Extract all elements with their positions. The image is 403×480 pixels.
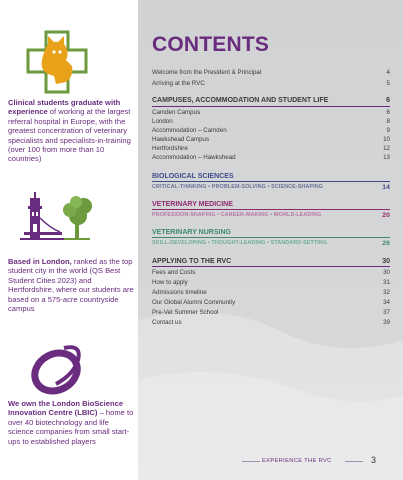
section-campuses-heading: CAMPUSES, ACCOMMODATION AND STUDENT LIFE xyxy=(152,97,329,104)
toc-label: Hertfordshire xyxy=(152,145,188,152)
toc-row[interactable] xyxy=(152,289,390,296)
fact-lbic-bold: We own the London BioScience Innovation Centre (LBIC) xyxy=(8,399,124,418)
section-rule xyxy=(152,237,390,238)
toc-label: Welcome from the President & Principal xyxy=(152,69,262,76)
section-applying-page: 30 xyxy=(382,258,390,265)
section-rule xyxy=(152,106,390,107)
toc-row[interactable] xyxy=(152,127,390,134)
toc-label: How to apply xyxy=(152,279,188,286)
section-vetnurse-tagline: SKILL-DEVELOPING • THOUGHT-LEADING • STANDARD-SETTING xyxy=(152,240,328,246)
section-applying-heading: APPLYING TO THE RVC xyxy=(152,258,232,265)
fact-london-bold: Based in London, xyxy=(8,257,72,266)
toc-row[interactable] xyxy=(152,69,390,76)
section-rule xyxy=(152,209,390,210)
toc-page: 10 xyxy=(383,136,390,143)
section-bio-sub[interactable] xyxy=(152,184,390,191)
footer-text: EXPERIENCE THE RVC xyxy=(262,458,332,464)
toc-label: Our Global Alumni Community xyxy=(152,299,236,306)
section-vetmed-heading: VETERINARY MEDICINE xyxy=(152,201,233,208)
toc-label: Fees and Costs xyxy=(152,269,196,276)
toc-row[interactable] xyxy=(152,299,390,306)
toc-page: 37 xyxy=(383,309,390,316)
section-bio-heading: BIOLOGICAL SCIENCES xyxy=(152,173,234,180)
toc-label: London xyxy=(152,118,173,125)
toc-page: 34 xyxy=(383,299,390,306)
toc-page: 9 xyxy=(386,127,390,134)
toc-row[interactable] xyxy=(152,309,390,316)
toc-page: 12 xyxy=(383,145,390,152)
toc-row[interactable] xyxy=(152,109,390,116)
left-column xyxy=(0,0,138,480)
fact-london xyxy=(8,257,136,313)
toc-page: 8 xyxy=(386,118,390,125)
section-applying[interactable] xyxy=(152,258,390,265)
section-vetnurse-sub[interactable] xyxy=(152,240,390,247)
toc-row[interactable] xyxy=(152,136,390,143)
fact-lbic xyxy=(8,399,136,446)
fact-clinical-text: of working at the largest referral hospital in Europe, with the greatest concentration of veterinary specialists and specialists-in-training (over 100 from more than 10 countries) xyxy=(8,107,131,164)
fact-clinical-bold: Clinical students graduate with experience xyxy=(8,98,121,117)
section-campuses[interactable] xyxy=(152,97,390,104)
toc-page: 4 xyxy=(386,69,390,76)
toc-row[interactable] xyxy=(152,269,390,276)
section-rule xyxy=(152,266,390,267)
toc-page: 31 xyxy=(383,279,390,286)
section-bio[interactable] xyxy=(152,173,390,180)
toc-label: Arriving at the RVC xyxy=(152,80,205,87)
toc-page: 30 xyxy=(383,269,390,276)
toc-row[interactable] xyxy=(152,145,390,152)
toc-label: Hawkshead Campus xyxy=(152,136,210,143)
toc-label: Camden Campus xyxy=(152,109,201,116)
section-campuses-page: 6 xyxy=(386,97,390,104)
toc-row[interactable] xyxy=(152,319,390,326)
section-vetnurse[interactable] xyxy=(152,229,390,236)
section-bio-page: 14 xyxy=(382,184,390,191)
london-bridge-tree-icon xyxy=(20,188,100,252)
section-rule xyxy=(152,181,390,182)
lbic-swirl-icon xyxy=(30,344,86,396)
section-vetnurse-heading: VETERINARY NURSING xyxy=(152,229,231,236)
toc-page: 6 xyxy=(386,109,390,116)
toc-row[interactable] xyxy=(152,154,390,161)
section-bio-tagline: CRITICAL-THINKING • PROBLEM-SOLVING • SCIENCE-SHAPING xyxy=(152,184,323,190)
toc-row[interactable] xyxy=(152,118,390,125)
section-vetmed-page: 20 xyxy=(382,212,390,219)
toc-page: 39 xyxy=(383,319,390,326)
fact-clinical xyxy=(8,98,136,164)
fact-lbic-text: – home to over 40 biotechnology and life science companies from small start-ups to established players xyxy=(8,408,134,446)
toc-label: Accommodation – Hawkshead xyxy=(152,154,236,161)
footer-rule-left xyxy=(242,461,260,462)
section-vetmed-tagline: PROFESSION-SHAPING • CAREER-MAKING • WORLD-LEADING xyxy=(152,212,322,218)
toc-label: Pre-Vet Summer School xyxy=(152,309,219,316)
toc-page: 32 xyxy=(383,289,390,296)
section-vetmed-sub[interactable] xyxy=(152,212,390,219)
section-vetnurse-page: 26 xyxy=(382,240,390,247)
vet-cross-icon xyxy=(26,30,88,94)
section-vetmed[interactable] xyxy=(152,201,390,208)
toc-label: Contact us xyxy=(152,319,182,326)
toc-row[interactable] xyxy=(152,80,390,87)
footer-rule-right xyxy=(345,461,363,462)
toc-row[interactable] xyxy=(152,279,390,286)
page-number: 3 xyxy=(371,455,377,465)
toc-label: Admissions timeline xyxy=(152,289,207,296)
fact-london-text: ranked as the top student city in the world (QS Best Student Cities 2023) and Hertfordshire, where our students are based on a 575-acre countryside campus xyxy=(8,257,134,314)
toc-page: 5 xyxy=(386,80,390,87)
page-title: CONTENTS xyxy=(152,33,270,56)
toc-page: 13 xyxy=(383,154,390,161)
toc-label: Accommodation – Camden xyxy=(152,127,227,134)
